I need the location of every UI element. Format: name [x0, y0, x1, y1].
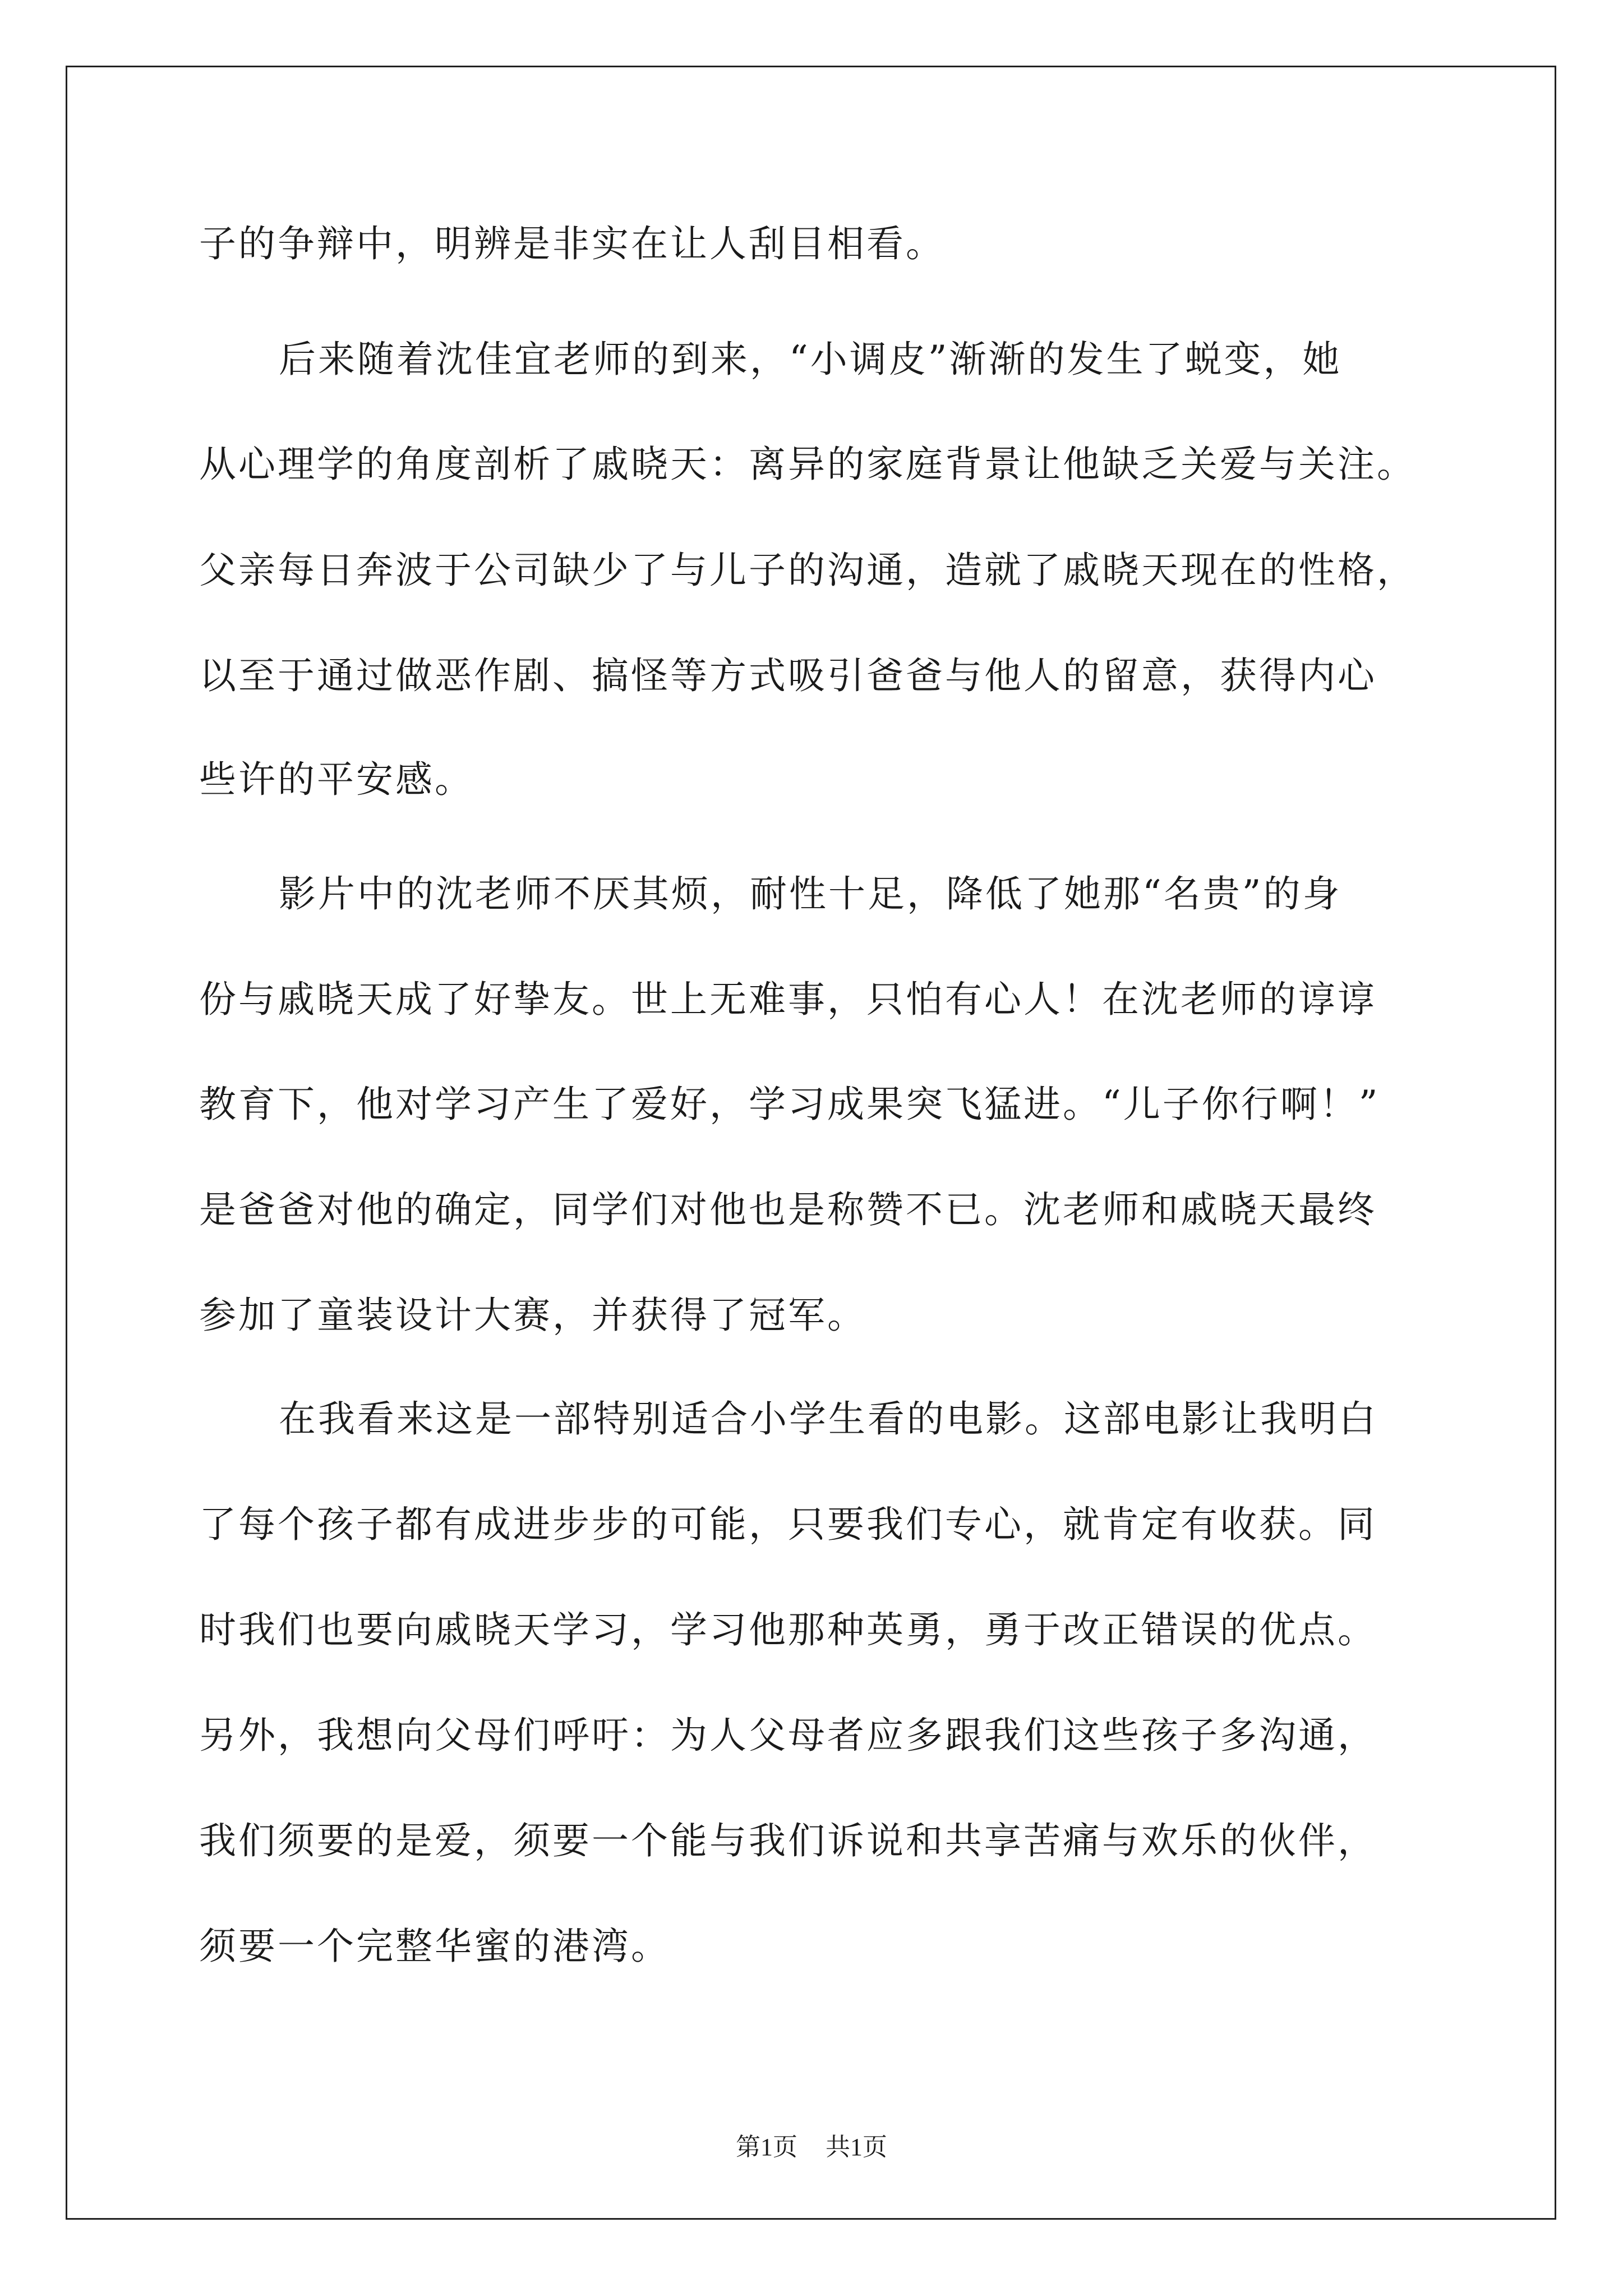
paragraph-line: 在我看来这是一部特别适合小学生看的电影。这部电影让我明白 [279, 1397, 1378, 1441]
paragraph-line: 时我们也要向戚晓天学习，学习他那种英勇，勇于改正错误的优点。 [199, 1608, 1377, 1651]
paragraph-line: 是爸爸对他的确定，同学们对他也是称赞不已。沈老师和戚晓天最终 [199, 1188, 1377, 1231]
paragraph-line: 参加了童装设计大赛，并获得了冠军。 [199, 1294, 866, 1337]
paragraph-line: 影片中的沈老师不厌其烦，耐性十足，降低了她那“名贵”的身 [279, 872, 1342, 915]
paragraph-line: 父亲每日奔波于公司缺少了与儿子的沟通，造就了戚晓天现在的性格， [199, 549, 1416, 592]
paragraph-line: 教育下，他对学习产生了爱好，学习成果突飞猛进。“儿子你行啊！” [199, 1083, 1380, 1126]
paragraph-line: 了每个孩子都有成进步步的可能，只要我们专心，就肯定有收获。同 [199, 1503, 1377, 1546]
paragraph-line: 子的争辩中，明辨是非实在让人刮目相看。 [199, 222, 945, 265]
paragraph-line: 从心理学的角度剖析了戚晓天：离异的家庭背景让他缺乏关爱与关注。 [199, 443, 1416, 486]
paragraph-line: 份与戚晓天成了好挚友。世上无难事，只怕有心人！在沈老师的谆谆 [199, 978, 1377, 1021]
paragraph-line: 后来随着沈佳宜老师的到来，“小调皮”渐渐的发生了蜕变，她 [279, 338, 1342, 381]
paragraph-line: 以至于通过做恶作剧、搞怪等方式吸引爸爸与他人的留意，获得内心 [199, 654, 1377, 697]
paragraph-line: 些许的平安感。 [199, 758, 474, 801]
paragraph-line: 另外，我想向父母们呼吁：为人父母者应多跟我们这些孩子多沟通， [199, 1714, 1377, 1757]
page-footer [0, 2131, 1623, 2164]
paragraph-line: 我们须要的是爱，须要一个能与我们诉说和共享苦痛与欢乐的伙伴， [199, 1819, 1377, 1862]
page-border [66, 66, 1556, 2220]
paragraph-line: 须要一个完整华蜜的港湾。 [199, 1925, 670, 1968]
page-number-total: 共1页 [826, 2133, 887, 2161]
page-number-current: 第1页 [736, 2133, 797, 2161]
